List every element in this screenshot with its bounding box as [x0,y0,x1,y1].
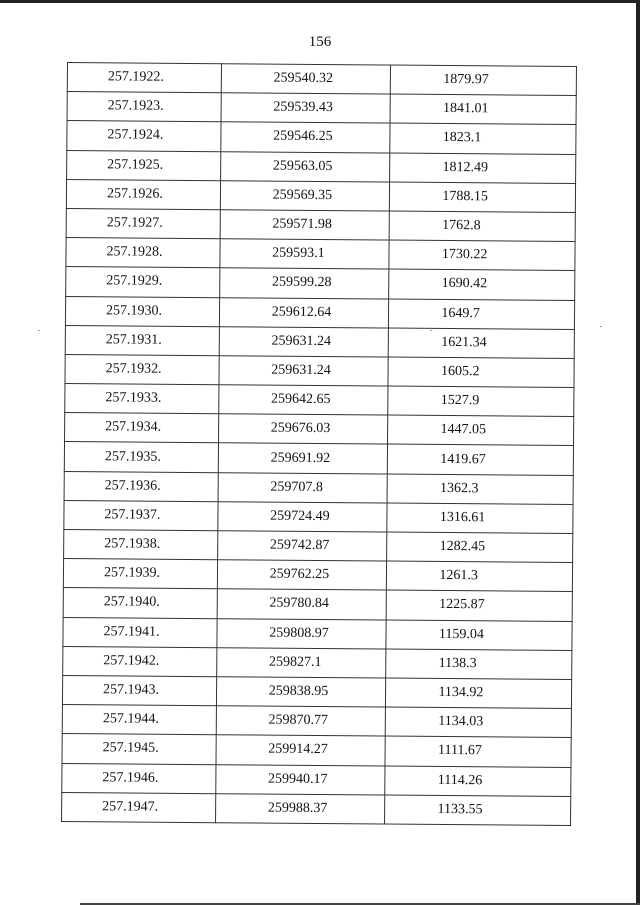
y-coordinate-cell: 1133.55 [385,795,571,826]
table-row [62,734,571,767]
table-row [67,121,576,154]
point-number-cell: 257.1927. [66,208,220,238]
x-coordinate-cell: 259742.87 [217,531,387,562]
y-coordinate-cell: 1841.01 [390,94,576,125]
table-row [66,238,575,271]
table-row [65,325,574,358]
y-coordinate-cell: 1621.34 [389,328,575,359]
table-row [65,413,574,446]
x-coordinate-cell: 259539.43 [221,93,391,124]
x-coordinate-cell: 259571.98 [220,210,390,241]
x-coordinate-cell: 259780.84 [217,589,387,620]
table-row [62,763,571,796]
x-coordinate-cell: 259631.24 [219,356,389,387]
table-row [65,354,574,387]
y-coordinate-cell: 1159.04 [386,620,572,651]
table-row [66,208,575,241]
point-number-cell: 257.1925. [67,150,221,180]
point-number-cell: 257.1939. [63,559,217,589]
y-coordinate-cell: 1419.67 [388,444,574,475]
x-coordinate-cell: 259563.05 [220,151,390,182]
x-coordinate-cell: 259599.28 [219,268,389,299]
page-right-edge [636,0,640,905]
x-coordinate-cell: 259827.1 [216,647,386,678]
point-number-cell: 257.1938. [64,529,218,559]
x-coordinate-cell: 259940.17 [215,764,385,795]
point-number-cell: 257.1931. [65,325,219,355]
point-number-cell: 257.1936. [64,471,218,501]
table-row [67,63,576,96]
point-number-cell: 257.1932. [65,354,219,384]
point-number-cell: 257.1922. [67,63,221,93]
y-coordinate-cell: 1527.9 [388,386,574,417]
x-coordinate-cell: 259569.35 [220,180,390,211]
point-number-cell: 257.1934. [65,413,219,443]
y-coordinate-cell: 1788.15 [390,182,576,213]
y-coordinate-cell: 1649.7 [389,299,575,330]
x-coordinate-cell: 259838.95 [216,677,386,708]
y-coordinate-cell: 1605.2 [388,357,574,388]
table-row [64,529,573,562]
x-coordinate-cell: 259612.64 [219,297,389,328]
x-coordinate-cell: 259762.25 [217,560,387,591]
y-coordinate-cell: 1138.3 [386,649,572,680]
point-number-cell: 257.1941. [63,617,217,647]
point-number-cell: 257.1930. [65,296,219,326]
scan-speck [600,326,602,327]
y-coordinate-cell: 1134.92 [386,678,572,709]
coordinates-table [61,62,577,826]
table-row [62,792,571,825]
x-coordinate-cell: 259691.92 [218,443,388,474]
y-coordinate-cell: 1261.3 [387,561,573,592]
point-number-cell: 257.1923. [67,92,221,122]
table-row [62,705,571,738]
y-coordinate-cell: 1316.61 [387,503,573,534]
page-number: 156 [308,34,332,50]
y-coordinate-cell: 1225.87 [387,590,573,621]
y-coordinate-cell: 1447.05 [388,415,574,446]
table-row [62,675,571,708]
table-row [63,617,572,650]
x-coordinate-cell: 259707.8 [218,472,388,503]
point-number-cell: 257.1943. [62,675,216,705]
x-coordinate-cell: 259870.77 [216,706,386,737]
point-number-cell: 257.1928. [66,238,220,268]
table-row [63,559,572,592]
point-number-cell: 257.1926. [66,179,220,209]
x-coordinate-cell: 259540.32 [221,64,391,95]
point-number-cell: 257.1940. [63,588,217,618]
y-coordinate-cell: 1730.22 [389,240,575,271]
y-coordinate-cell: 1690.42 [389,269,575,300]
x-coordinate-cell: 259546.25 [221,122,391,153]
y-coordinate-cell: 1812.49 [390,153,576,184]
point-number-cell: 257.1946. [62,763,216,793]
point-number-cell: 257.1929. [66,267,220,297]
x-coordinate-cell: 259593.1 [220,239,390,270]
point-number-cell: 257.1942. [63,646,217,676]
x-coordinate-cell: 259808.97 [217,618,387,649]
page-top-edge [0,0,640,3]
table-row [67,150,576,183]
point-number-cell: 257.1937. [64,500,218,530]
table-row [65,384,574,417]
y-coordinate-cell: 1823.1 [390,123,576,154]
x-coordinate-cell: 259676.03 [218,414,388,445]
x-coordinate-cell: 259631.24 [219,326,389,357]
y-coordinate-cell: 1362.3 [387,474,573,505]
y-coordinate-cell: 1114.26 [385,766,571,797]
y-coordinate-cell: 1111.67 [385,736,571,767]
scan-speck [430,330,432,331]
point-number-cell: 257.1944. [62,705,216,735]
table-row [64,442,573,475]
table-body [62,63,577,826]
y-coordinate-cell: 1134.03 [386,707,572,738]
table-row [64,500,573,533]
point-number-cell: 257.1945. [62,734,216,764]
y-coordinate-cell: 1879.97 [391,65,577,96]
scan-speck [38,330,40,331]
x-coordinate-cell: 259988.37 [215,793,385,824]
x-coordinate-cell: 259724.49 [218,502,388,533]
table-row [63,588,572,621]
table-row [65,296,574,329]
point-number-cell: 257.1924. [67,121,221,151]
table-row [67,92,576,125]
table-row [66,179,575,212]
x-coordinate-cell: 259642.65 [218,385,388,416]
point-number-cell: 257.1935. [64,442,218,472]
y-coordinate-cell: 1282.45 [387,532,573,563]
point-number-cell: 257.1947. [62,792,216,822]
y-coordinate-cell: 1762.8 [390,211,576,242]
table-row [64,471,573,504]
x-coordinate-cell: 259914.27 [216,735,386,766]
table-row [66,267,575,300]
point-number-cell: 257.1933. [65,384,219,414]
table-row [63,646,572,679]
